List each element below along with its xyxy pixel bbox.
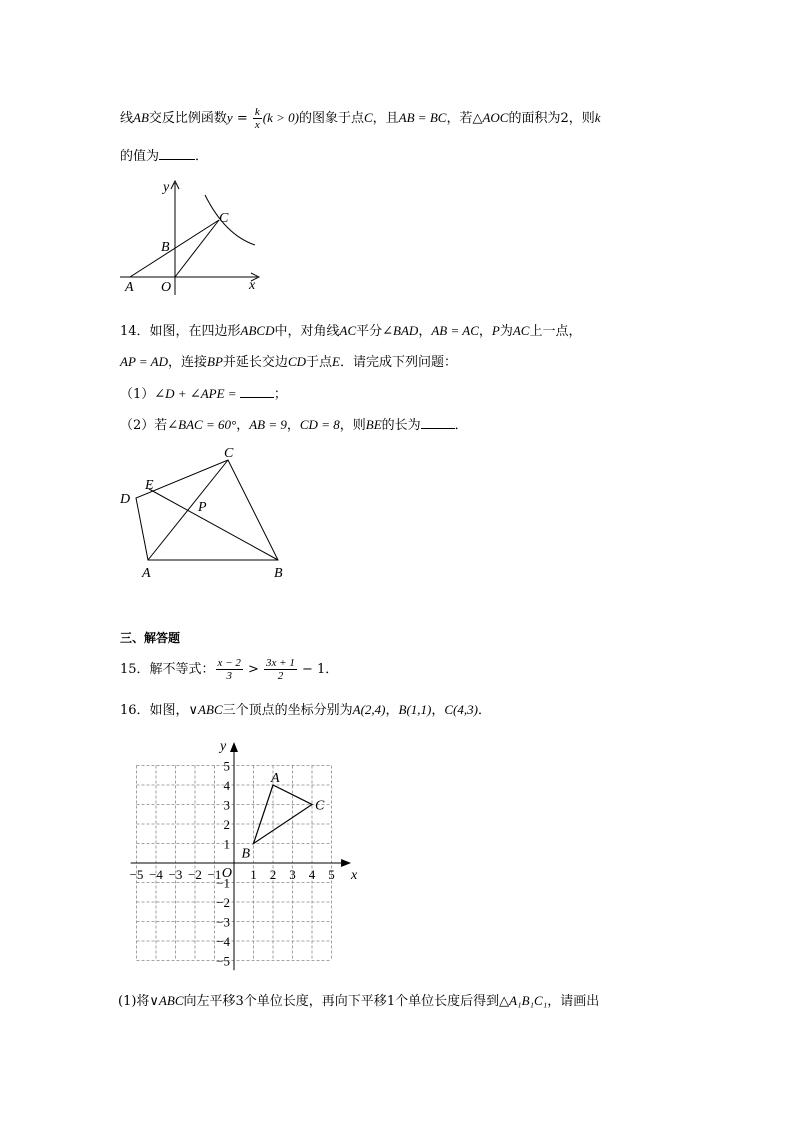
q16-coordinate-grid: [112, 735, 362, 985]
label-x: x: [249, 278, 256, 293]
x-tick-label: 3: [289, 867, 296, 882]
q16-part1-line: [118, 991, 599, 1012]
text: 为: [499, 324, 513, 339]
x-tick-label: 2: [269, 867, 277, 882]
q14-line-4: [120, 414, 468, 436]
text: 的图象于点: [298, 111, 364, 126]
math: B(1,1): [398, 702, 432, 717]
x-tick-label: 1: [250, 867, 257, 882]
text: ，则: [568, 111, 595, 126]
math: 3: [235, 994, 244, 1009]
text: 向左平移: [183, 994, 236, 1009]
text: （2）若: [120, 418, 168, 433]
text: 交反比例函数: [148, 111, 227, 126]
text: ，请画出: [547, 994, 600, 1009]
text: 14．如图，在四边形: [120, 324, 241, 339]
fraction-1: [216, 657, 243, 682]
y-tick-label: −1: [216, 875, 230, 891]
y-tick-label: −2: [216, 895, 230, 910]
math: AB: [133, 110, 149, 125]
math: ∨ABC: [149, 993, 184, 1008]
text: ．: [454, 418, 468, 433]
label-C: C: [315, 798, 325, 814]
x-tick-label: −5: [129, 867, 144, 882]
quadrilateral-ABCD: [136, 460, 278, 560]
label-B: B: [241, 846, 251, 862]
math: CD = 8: [299, 417, 340, 432]
math: >: [243, 662, 264, 677]
math: E: [332, 354, 340, 369]
text: ．: [477, 703, 491, 718]
math: ∠BAC = 60°: [167, 417, 237, 432]
label-O: O: [161, 280, 172, 295]
label-B: B: [274, 566, 283, 580]
triangle-ABC: [254, 785, 313, 844]
text: ．: [195, 149, 209, 164]
text: 的长为: [381, 418, 421, 433]
denominator: 3: [226, 670, 232, 682]
q14-line-1: [120, 321, 582, 342]
label-A: A: [125, 280, 134, 295]
y-tick-label: −3: [216, 914, 230, 930]
math: AB = AC: [431, 323, 479, 338]
math: C: [363, 110, 373, 125]
x-tick-label: −4: [149, 867, 163, 882]
math: △A₁B₁C₁: [499, 993, 548, 1008]
math: CD: [287, 354, 306, 369]
text: ，: [418, 324, 432, 339]
q14-figure: [110, 440, 300, 580]
x-tick-label: 5: [328, 867, 335, 882]
q16-line: [120, 700, 491, 721]
line-BE: [149, 489, 278, 560]
math: (k > 0): [262, 110, 299, 125]
fraction-2: [264, 657, 297, 682]
text: ，: [236, 418, 250, 433]
label-B: B: [161, 240, 170, 255]
label-x: x: [351, 868, 358, 883]
text: 15．解不等式：: [120, 662, 215, 677]
answer-blank[interactable]: [421, 414, 455, 429]
q14-line-3: [120, 383, 287, 405]
y-tick-label: 3: [223, 797, 230, 813]
numerator: x − 2: [217, 657, 241, 669]
text: ，: [478, 324, 492, 339]
text: ．请完成下列问题：: [339, 355, 457, 370]
x-tick-label: −1: [207, 867, 222, 882]
math: 1: [386, 994, 396, 1009]
text: ，: [431, 703, 445, 718]
label-C: C: [224, 446, 234, 461]
math: ∨ABC: [188, 702, 223, 717]
text: 于点: [306, 355, 333, 370]
x-tick-label: −2: [188, 867, 202, 882]
text: 的值为: [120, 149, 160, 164]
text: (1)将: [118, 994, 150, 1009]
y-tick-label: 4: [223, 778, 230, 793]
text: 个单位长度后得到: [395, 994, 500, 1009]
text: ，若: [446, 111, 473, 126]
y-tick-label: −5: [216, 953, 230, 969]
math: k: [594, 110, 601, 125]
numerator: k: [254, 106, 260, 118]
math: ABCD: [240, 323, 275, 338]
label-A: A: [271, 771, 280, 786]
label-C: C: [219, 211, 229, 226]
label-y: y: [163, 180, 170, 195]
math: △AOC: [472, 110, 509, 125]
math: A(2,4): [352, 702, 386, 717]
y-tick-label: 1: [223, 836, 230, 852]
math: AC: [512, 323, 530, 338]
math: AB = BC: [398, 110, 447, 125]
text: 并延长交边: [222, 355, 288, 370]
hyperbola-curve: [205, 195, 255, 245]
denominator: 2: [277, 670, 284, 682]
q15-line: [120, 657, 338, 682]
label-A: A: [142, 566, 151, 580]
text: 个单位长度，再向下平移: [243, 994, 387, 1009]
label-y: y: [220, 739, 227, 755]
x-tick-label: 4: [308, 867, 316, 882]
q13-line-1: [120, 106, 601, 131]
x-tick-label: −3: [168, 867, 183, 882]
text: ；: [273, 387, 287, 402]
section-heading: 三、解答题: [120, 631, 181, 645]
denominator: x: [254, 119, 260, 131]
math: − 1．: [297, 662, 339, 677]
math: y: [226, 110, 233, 125]
segment-OC: [175, 220, 219, 277]
text: ，则: [339, 418, 366, 433]
text: ，: [385, 703, 399, 718]
math: C(4,3): [444, 702, 478, 717]
text: ，且: [372, 111, 399, 126]
label-D: D: [120, 492, 131, 507]
math: AP = AD: [120, 354, 169, 369]
text: 上一点，: [529, 324, 582, 339]
math: BE: [365, 417, 382, 432]
text: 平分: [356, 324, 383, 339]
text: 的面积为: [508, 111, 561, 126]
q13-line-2: [120, 145, 208, 167]
label-O: O: [221, 866, 232, 881]
numerator: 3x + 1: [266, 657, 295, 669]
text: 16．如图，: [120, 703, 189, 718]
label-P: P: [198, 500, 207, 515]
text: ，: [286, 418, 300, 433]
y-tick-label: 5: [223, 758, 230, 774]
math: ∠D + ∠APE =: [154, 386, 240, 401]
math: AC: [339, 323, 357, 338]
answer-blank[interactable]: [240, 383, 274, 398]
math: AB = 9: [249, 417, 287, 432]
text: 线: [120, 111, 134, 126]
answer-blank[interactable]: [159, 145, 195, 160]
math: BP: [207, 354, 223, 369]
math: =: [232, 111, 252, 126]
q13-figure: [115, 175, 275, 300]
math: 2: [560, 111, 569, 126]
text: ，连接: [168, 355, 208, 370]
math: ∠BAD: [382, 323, 419, 338]
label-E: E: [145, 478, 154, 493]
fraction-k-over-x: [253, 106, 262, 131]
text: 三个顶点的坐标分别为: [222, 703, 353, 718]
text: （1）: [120, 387, 155, 402]
y-tick-label: 2: [223, 817, 230, 832]
math: P: [491, 323, 500, 338]
q14-line-2: [120, 352, 457, 373]
y-arrow-icon: [230, 742, 238, 752]
y-tick-label: −4: [216, 934, 230, 949]
text: 中，对角线: [274, 324, 340, 339]
x-arrow-icon: [341, 859, 351, 867]
